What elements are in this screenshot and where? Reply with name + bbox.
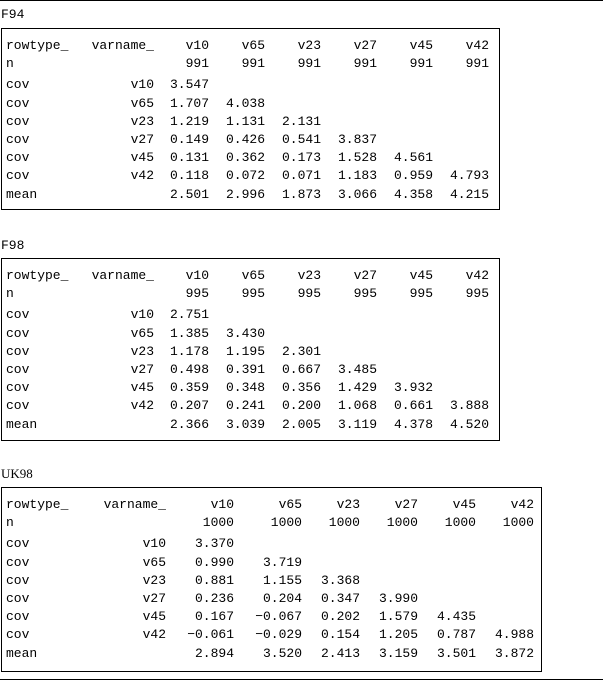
cell-v10: 3.547 bbox=[169, 77, 209, 93]
cell-v23 bbox=[265, 73, 321, 94]
data-table-f98 bbox=[6, 267, 489, 434]
cell-v10: 0.167 bbox=[194, 609, 234, 625]
cell-v42 bbox=[433, 343, 489, 361]
table-row bbox=[6, 608, 534, 626]
cell-v65 bbox=[209, 303, 265, 324]
cell-v42 bbox=[476, 590, 534, 608]
cell-v23: 2.131 bbox=[281, 113, 321, 129]
cell-v27: 3.990 bbox=[378, 591, 418, 607]
cell-rowtype: cov bbox=[6, 362, 30, 378]
cell-v45: 0.959 bbox=[393, 168, 433, 184]
table-row bbox=[6, 303, 489, 324]
cell-v27 bbox=[321, 95, 377, 113]
cell-rowtype: cov bbox=[6, 627, 30, 643]
cell-v27 bbox=[360, 572, 418, 590]
cell-rowtype: cov bbox=[6, 168, 30, 184]
cell-v27: 1.068 bbox=[337, 398, 377, 414]
cell-v65: 1000 bbox=[270, 515, 302, 531]
table-row bbox=[6, 167, 489, 185]
cell-v42: 995 bbox=[465, 286, 489, 302]
cell-v10: 0.118 bbox=[169, 168, 209, 184]
cell-v10: 0.359 bbox=[169, 380, 209, 396]
cell-v23: 0.071 bbox=[281, 168, 321, 184]
table-row bbox=[6, 590, 534, 608]
cell-v42: 3.872 bbox=[494, 645, 534, 661]
cell-v27 bbox=[321, 113, 377, 131]
cell-v27: 3.066 bbox=[337, 186, 377, 202]
cell-rowtype: rowtype_ bbox=[6, 38, 69, 54]
cell-rowtype: cov bbox=[6, 325, 30, 341]
cell-v27: 1.429 bbox=[337, 380, 377, 396]
cell-v27 bbox=[321, 303, 377, 324]
cell-v10: 0.990 bbox=[194, 554, 234, 570]
cell-v42 bbox=[433, 73, 489, 94]
cell-varname: v45 bbox=[130, 380, 154, 396]
cell-v65: 995 bbox=[241, 286, 265, 302]
cell-v23: 0.541 bbox=[281, 132, 321, 148]
cell-v23: 0.154 bbox=[320, 627, 360, 643]
cell-v45: v45 bbox=[409, 38, 433, 54]
cell-v27 bbox=[360, 554, 418, 572]
cell-v45: 0.787 bbox=[436, 627, 476, 643]
cell-v10: 991 bbox=[185, 56, 209, 72]
cell-rowtype: mean bbox=[6, 186, 38, 202]
data-table-f94 bbox=[6, 37, 489, 204]
cell-v23: 0.347 bbox=[320, 591, 360, 607]
cell-v65: 1.131 bbox=[225, 113, 265, 129]
cell-v10: v10 bbox=[185, 38, 209, 54]
cell-v45: v45 bbox=[409, 268, 433, 284]
cell-v42 bbox=[476, 572, 534, 590]
cell-v27: 991 bbox=[353, 56, 377, 72]
cell-v45 bbox=[377, 361, 433, 379]
cell-varname bbox=[90, 416, 154, 434]
cell-rowtype: cov bbox=[6, 95, 30, 111]
cell-rowtype: n bbox=[6, 286, 14, 302]
cell-v23: 995 bbox=[297, 286, 321, 302]
cell-v23: 2.301 bbox=[281, 343, 321, 359]
cell-v45: 4.378 bbox=[393, 416, 433, 432]
cell-v23: 3.368 bbox=[320, 572, 360, 588]
cell-varname: v27 bbox=[130, 362, 154, 378]
cell-v45 bbox=[377, 95, 433, 113]
table-box-uk98 bbox=[1, 487, 542, 672]
cell-v65: v65 bbox=[241, 268, 265, 284]
cell-v42: 3.888 bbox=[449, 398, 489, 414]
table-row bbox=[6, 186, 489, 204]
cell-v42 bbox=[433, 95, 489, 113]
cell-v10: 2.366 bbox=[169, 416, 209, 432]
cell-v23: 991 bbox=[297, 56, 321, 72]
cell-varname: varname_ bbox=[91, 268, 154, 284]
cell-v65: 0.241 bbox=[225, 398, 265, 414]
cell-v23 bbox=[265, 325, 321, 343]
cell-varname bbox=[90, 645, 166, 663]
cell-v42: 1000 bbox=[502, 515, 534, 531]
cell-rowtype: cov bbox=[6, 380, 30, 396]
cell-v23 bbox=[302, 532, 360, 553]
cell-v27 bbox=[360, 532, 418, 553]
cell-varname: v65 bbox=[130, 325, 154, 341]
cell-varname: v42 bbox=[130, 398, 154, 414]
cell-v42: 4.793 bbox=[449, 168, 489, 184]
table-row bbox=[6, 95, 489, 113]
cell-v42 bbox=[476, 554, 534, 572]
cell-rowtype: n bbox=[6, 56, 14, 72]
cell-v10: 0.881 bbox=[194, 572, 234, 588]
cell-v23: v23 bbox=[336, 497, 360, 513]
cell-v23: 0.173 bbox=[281, 150, 321, 166]
cell-v10: 0.149 bbox=[169, 132, 209, 148]
cell-v42: v42 bbox=[465, 268, 489, 284]
cell-v10: 1.178 bbox=[169, 343, 209, 359]
cell-v27: 1.579 bbox=[378, 609, 418, 625]
cell-v10: 1000 bbox=[202, 515, 234, 531]
cell-v42 bbox=[433, 131, 489, 149]
section-title-f94: F94 bbox=[1, 7, 25, 22]
cell-varname: v27 bbox=[130, 132, 154, 148]
cell-v10: 0.207 bbox=[169, 398, 209, 414]
cell-rowtype: cov bbox=[6, 307, 30, 323]
cell-v65: 0.204 bbox=[262, 591, 302, 607]
cell-v27: 3.485 bbox=[337, 362, 377, 378]
cell-v65: 1.195 bbox=[225, 343, 265, 359]
cell-varname: v23 bbox=[130, 113, 154, 129]
cell-v42: 4.988 bbox=[494, 627, 534, 643]
cell-v10: 0.236 bbox=[194, 591, 234, 607]
cell-v10: 0.498 bbox=[169, 362, 209, 378]
cell-varname: v23 bbox=[130, 343, 154, 359]
cell-varname: v42 bbox=[142, 627, 166, 643]
cell-v27: 1000 bbox=[386, 515, 418, 531]
cell-v10: 1.385 bbox=[169, 325, 209, 341]
cell-v27: 1.205 bbox=[378, 627, 418, 643]
cell-v23: 2.005 bbox=[281, 416, 321, 432]
cell-v10: 1.219 bbox=[169, 113, 209, 129]
cell-v10: v10 bbox=[210, 497, 234, 513]
cell-varname bbox=[90, 514, 166, 532]
cell-v10: 3.370 bbox=[194, 536, 234, 552]
cell-v23 bbox=[265, 95, 321, 113]
cell-v65 bbox=[209, 73, 265, 94]
cell-v42 bbox=[433, 361, 489, 379]
cell-v10: 995 bbox=[185, 286, 209, 302]
table-row bbox=[6, 361, 489, 379]
cell-v42 bbox=[476, 532, 534, 553]
cell-varname bbox=[90, 285, 154, 303]
cell-v45 bbox=[418, 590, 476, 608]
cell-v23: 0.667 bbox=[281, 362, 321, 378]
cell-v27: 1.183 bbox=[337, 168, 377, 184]
table-header-row bbox=[6, 267, 489, 285]
cell-v65: 2.996 bbox=[225, 186, 265, 202]
cell-varname: v65 bbox=[130, 95, 154, 111]
cell-v27: 3.159 bbox=[378, 645, 418, 661]
cell-rowtype: mean bbox=[6, 645, 38, 661]
table-row bbox=[6, 416, 489, 434]
cell-v27: 3.119 bbox=[337, 416, 377, 432]
cell-v42: 4.520 bbox=[449, 416, 489, 432]
cell-rowtype: cov bbox=[6, 150, 30, 166]
cell-v45 bbox=[377, 73, 433, 94]
table-box-f94 bbox=[1, 28, 500, 210]
cell-rowtype: mean bbox=[6, 416, 38, 432]
cell-v27: v27 bbox=[394, 497, 418, 513]
cell-v45: 3.932 bbox=[393, 380, 433, 396]
cell-v23: 1000 bbox=[328, 515, 360, 531]
table-row bbox=[6, 325, 489, 343]
cell-varname: v45 bbox=[130, 150, 154, 166]
table-box-f98 bbox=[1, 258, 500, 441]
cell-rowtype: cov bbox=[6, 77, 30, 93]
cell-rowtype: rowtype_ bbox=[6, 497, 69, 513]
cell-v42: v42 bbox=[465, 38, 489, 54]
cell-rowtype: rowtype_ bbox=[6, 268, 69, 284]
cell-v65: 991 bbox=[241, 56, 265, 72]
cell-v65 bbox=[234, 532, 302, 553]
table-row bbox=[6, 532, 534, 553]
table-row bbox=[6, 626, 534, 644]
cell-v23: 2.413 bbox=[320, 645, 360, 661]
cell-v42 bbox=[476, 608, 534, 626]
cell-v65: 0.426 bbox=[225, 132, 265, 148]
cell-rowtype: cov bbox=[6, 398, 30, 414]
cell-v27: 995 bbox=[353, 286, 377, 302]
cell-v10: 2.501 bbox=[169, 186, 209, 202]
cell-v42 bbox=[433, 303, 489, 324]
cell-v45: 991 bbox=[409, 56, 433, 72]
cell-varname: varname_ bbox=[91, 38, 154, 54]
cell-varname: v42 bbox=[130, 168, 154, 184]
cell-v65: 0.362 bbox=[225, 150, 265, 166]
table-row bbox=[6, 645, 534, 663]
cell-v45: 4.358 bbox=[393, 186, 433, 202]
cell-v10: 1.707 bbox=[169, 95, 209, 111]
cell-varname bbox=[90, 55, 154, 73]
cell-rowtype: n bbox=[6, 515, 14, 531]
table-row bbox=[6, 285, 489, 303]
cell-v45 bbox=[377, 131, 433, 149]
cell-v23: 1.873 bbox=[281, 186, 321, 202]
cell-v23: v23 bbox=[297, 268, 321, 284]
cell-v65: 4.038 bbox=[225, 95, 265, 111]
cell-v45: 4.435 bbox=[436, 609, 476, 625]
cell-v27 bbox=[321, 325, 377, 343]
cell-varname: v10 bbox=[130, 307, 154, 323]
cell-rowtype: cov bbox=[6, 536, 30, 552]
table-row bbox=[6, 343, 489, 361]
cell-v65: v65 bbox=[241, 38, 265, 54]
cell-v65: 3.719 bbox=[262, 554, 302, 570]
cell-rowtype: cov bbox=[6, 113, 30, 129]
table-row bbox=[6, 514, 534, 532]
cell-v23 bbox=[265, 303, 321, 324]
cell-v42: 991 bbox=[465, 56, 489, 72]
table-row bbox=[6, 131, 489, 149]
cell-v45: 3.501 bbox=[436, 645, 476, 661]
cell-v27 bbox=[321, 343, 377, 361]
cell-v42: 4.215 bbox=[449, 186, 489, 202]
cell-v65: 0.391 bbox=[225, 362, 265, 378]
cell-v27: 3.837 bbox=[337, 132, 377, 148]
cell-v45 bbox=[418, 554, 476, 572]
cell-v27: v27 bbox=[353, 38, 377, 54]
cell-v23: v23 bbox=[297, 38, 321, 54]
cell-v10: v10 bbox=[185, 268, 209, 284]
cell-v45 bbox=[377, 113, 433, 131]
cell-v27: 1.528 bbox=[337, 150, 377, 166]
cell-v45: 0.661 bbox=[393, 398, 433, 414]
table-row bbox=[6, 73, 489, 94]
table-row bbox=[6, 113, 489, 131]
cell-v65: 0.072 bbox=[225, 168, 265, 184]
cell-v45: 4.561 bbox=[393, 150, 433, 166]
table-row bbox=[6, 397, 489, 415]
cell-v10: 0.131 bbox=[169, 150, 209, 166]
cell-v27: v27 bbox=[353, 268, 377, 284]
cell-v23 bbox=[302, 554, 360, 572]
cell-v65: 3.430 bbox=[225, 325, 265, 341]
cell-v45 bbox=[377, 343, 433, 361]
section-title-uk98: UK98 bbox=[1, 466, 33, 481]
cell-v45 bbox=[377, 303, 433, 324]
cell-v65: 1.155 bbox=[262, 572, 302, 588]
cell-v42 bbox=[433, 113, 489, 131]
cell-v65: 0.348 bbox=[225, 380, 265, 396]
cell-varname: v10 bbox=[142, 536, 166, 552]
data-table-uk98 bbox=[6, 496, 534, 663]
cell-v65: −0.029 bbox=[255, 627, 302, 643]
cell-v45: 995 bbox=[409, 286, 433, 302]
cell-v45: v45 bbox=[452, 497, 476, 513]
cell-v45 bbox=[377, 325, 433, 343]
cell-varname: v27 bbox=[142, 591, 166, 607]
cell-v42 bbox=[433, 325, 489, 343]
cell-v42 bbox=[433, 379, 489, 397]
table-row bbox=[6, 572, 534, 590]
cell-v10: 2.894 bbox=[194, 645, 234, 661]
cell-rowtype: cov bbox=[6, 572, 30, 588]
cell-varname: v45 bbox=[142, 609, 166, 625]
cell-v10: 2.751 bbox=[169, 307, 209, 323]
table-row bbox=[6, 55, 489, 73]
table-row bbox=[6, 554, 534, 572]
cell-varname bbox=[90, 186, 154, 204]
cell-v42 bbox=[433, 149, 489, 167]
cell-varname: varname_ bbox=[103, 497, 166, 513]
table-header-row bbox=[6, 37, 489, 55]
section-title-f98: F98 bbox=[1, 238, 25, 253]
cell-v42: v42 bbox=[510, 497, 534, 513]
cell-v10: −0.061 bbox=[187, 627, 234, 643]
cell-v65: −0.067 bbox=[255, 609, 302, 625]
table-row bbox=[6, 149, 489, 167]
table-row bbox=[6, 379, 489, 397]
cell-rowtype: cov bbox=[6, 554, 30, 570]
cell-v65: 3.039 bbox=[225, 416, 265, 432]
cell-rowtype: cov bbox=[6, 609, 30, 625]
table-header-row bbox=[6, 496, 534, 514]
cell-v23: 0.202 bbox=[320, 609, 360, 625]
cell-varname: v23 bbox=[142, 572, 166, 588]
cell-varname: v65 bbox=[142, 554, 166, 570]
cell-v65: v65 bbox=[278, 497, 302, 513]
cell-rowtype: cov bbox=[6, 591, 30, 607]
cell-v65: 3.520 bbox=[262, 645, 302, 661]
cell-v23: 0.200 bbox=[281, 398, 321, 414]
cell-v45 bbox=[418, 532, 476, 553]
top-rule bbox=[0, 0, 603, 1]
cell-v23: 0.356 bbox=[281, 380, 321, 396]
cell-rowtype: cov bbox=[6, 132, 30, 148]
cell-v45: 1000 bbox=[444, 515, 476, 531]
cell-rowtype: cov bbox=[6, 343, 30, 359]
cell-v45 bbox=[418, 572, 476, 590]
cell-v27 bbox=[321, 73, 377, 94]
cell-varname: v10 bbox=[130, 77, 154, 93]
